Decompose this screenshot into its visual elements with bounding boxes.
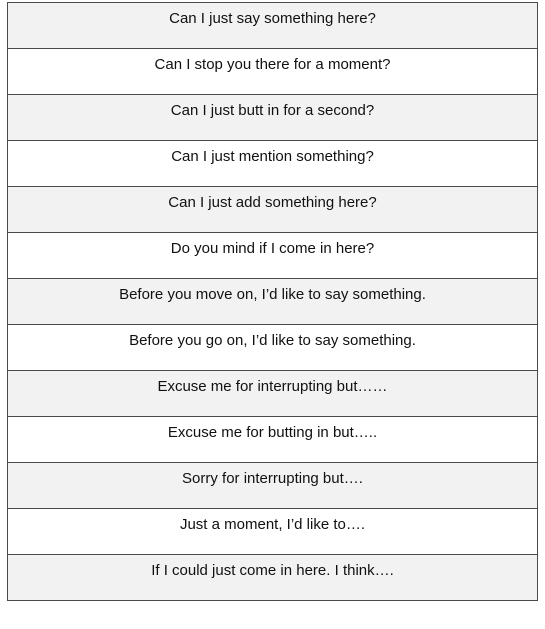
phrase-cell: Excuse me for interrupting but…… (8, 371, 538, 417)
interruption-phrases-table (7, 2, 538, 601)
table-row (8, 187, 538, 233)
phrase-cell: Before you go on, I’d like to say something. (8, 325, 538, 371)
table-row (8, 49, 538, 95)
phrases-table-body (8, 3, 538, 601)
phrase-cell: Can I stop you there for a moment? (8, 49, 538, 95)
phrase-cell: Before you move on, I’d like to say something. (8, 279, 538, 325)
table-row (8, 509, 538, 555)
table-row (8, 95, 538, 141)
table-row (8, 555, 538, 601)
phrase-cell: Excuse me for butting in but….. (8, 417, 538, 463)
table-row (8, 233, 538, 279)
phrase-cell: Can I just butt in for a second? (8, 95, 538, 141)
phrase-cell: Do you mind if I come in here? (8, 233, 538, 279)
phrase-cell: Just a moment, I’d like to…. (8, 509, 538, 555)
table-row (8, 141, 538, 187)
phrase-cell: Can I just mention something? (8, 141, 538, 187)
table-row (8, 463, 538, 509)
phrase-cell: Can I just say something here? (8, 3, 538, 49)
phrase-cell: Sorry for interrupting but…. (8, 463, 538, 509)
table-row (8, 417, 538, 463)
table-row (8, 325, 538, 371)
table-row (8, 279, 538, 325)
table-row (8, 371, 538, 417)
table-row (8, 3, 538, 49)
phrase-cell: Can I just add something here? (8, 187, 538, 233)
phrase-cell: If I could just come in here. I think…. (8, 555, 538, 601)
